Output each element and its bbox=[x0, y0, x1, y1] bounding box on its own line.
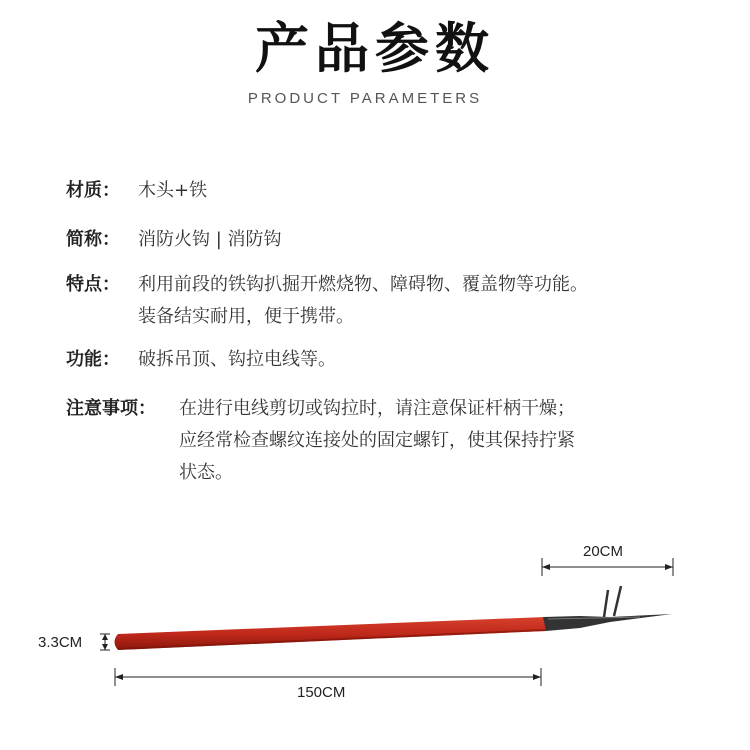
diameter-label: 3.3CM bbox=[38, 634, 83, 651]
spec-label: 材质： bbox=[66, 180, 120, 201]
spec-value-line1: 在进行电线剪切或钩拉时，请注意保证杆柄干燥； bbox=[179, 398, 575, 419]
spec-label: 注意事项： bbox=[66, 398, 156, 419]
spec-value-line3: 状态。 bbox=[179, 462, 233, 483]
spec-value: 破拆吊顶、钩拉电线等。 bbox=[138, 349, 336, 370]
page-title: 产品参数 bbox=[255, 17, 495, 80]
diameter-dimension bbox=[100, 634, 110, 650]
spec-label: 功能： bbox=[66, 349, 120, 370]
hook-length-dimension bbox=[542, 558, 673, 576]
spec-label: 特点： bbox=[66, 274, 120, 295]
wooden-handle bbox=[115, 617, 547, 650]
hook-length-label: 20CM bbox=[583, 543, 624, 560]
spec-value-line1: 利用前段的铁钩扒掘开燃烧物、障碍物、覆盖物等功能。 bbox=[138, 274, 588, 295]
total-length-label: 150CM bbox=[297, 684, 346, 701]
spec-value-line2: 应经常检查螺纹连接处的固定螺钉，使其保持拧紧 bbox=[179, 430, 575, 451]
spec-value-line2: 装备结实耐用，便于携带。 bbox=[138, 306, 354, 327]
spec-label: 简称： bbox=[66, 229, 120, 250]
spec-value: 消防火钩 | 消防钩 bbox=[138, 229, 282, 250]
page-subtitle: PRODUCT PARAMETERS bbox=[247, 90, 483, 107]
spec-value: 木头+铁 bbox=[138, 180, 208, 201]
metal-hook bbox=[543, 586, 672, 631]
